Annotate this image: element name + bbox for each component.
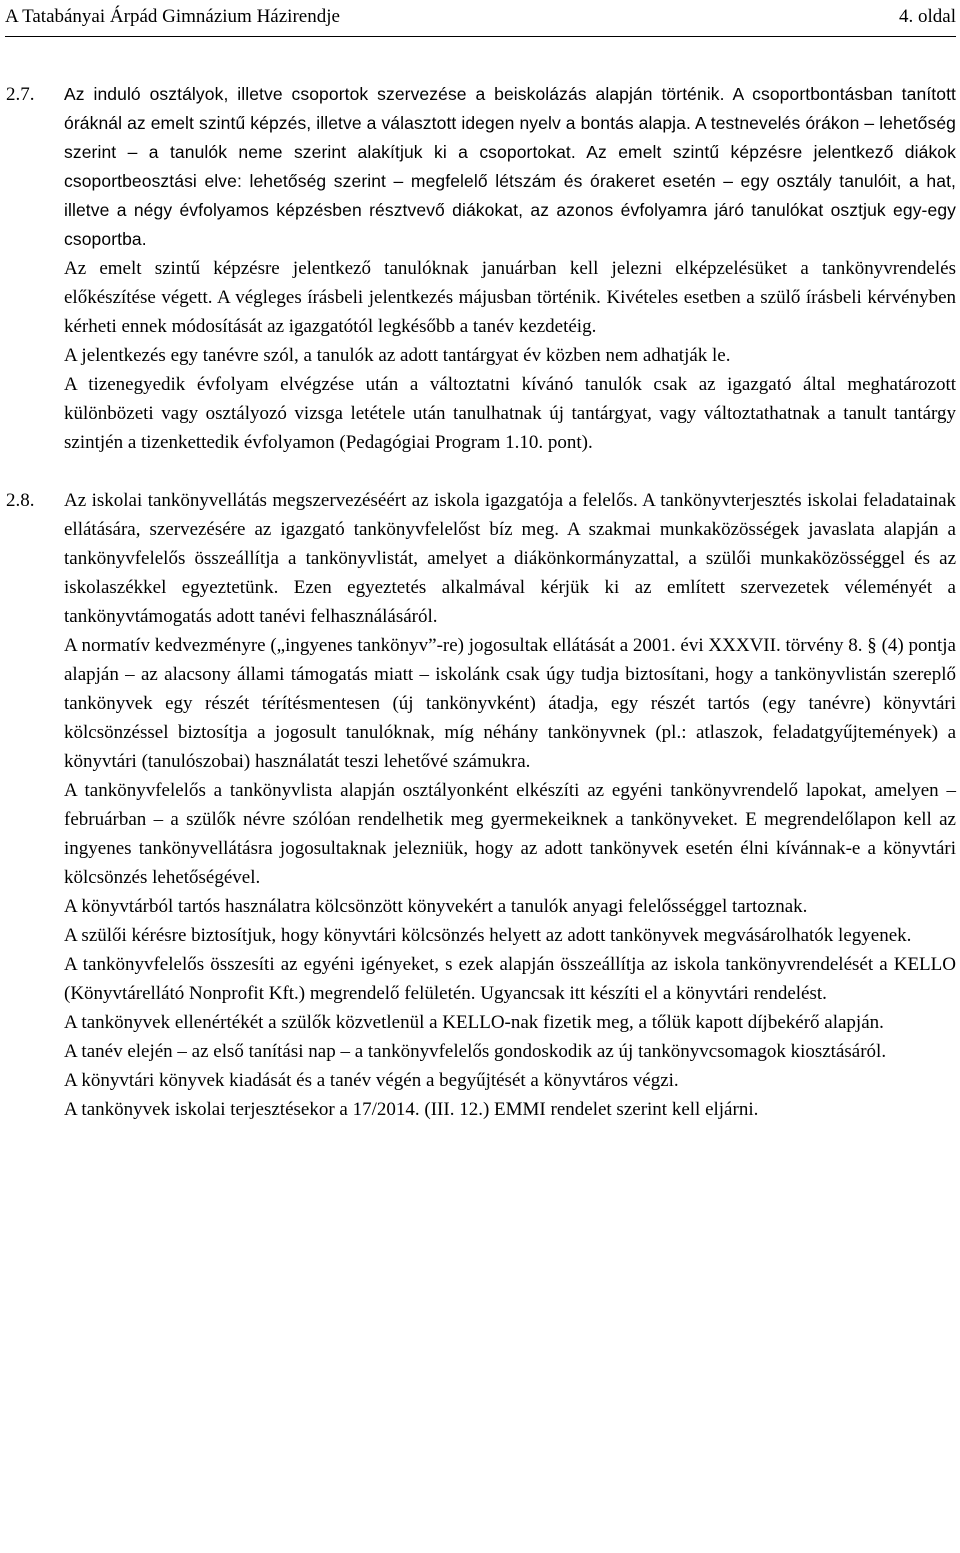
section-2-8 — [6, 486, 956, 1124]
paragraph: A tankönyvfelelős a tankönyvlista alapján osztályonként elkészíti az egyéni tankönyvrendelő lapokat, amelyen – februárban – a szülők névre szólóan rendelhetik meg gyermekeiknek a tankönyveket. E megrendelőlapon kell az ingyenes tankönyvellátásra jogosultaknak jelezniük, hogy az adott tankönyvek esetén élni kívánnak-e a könyvtári kölcsönzés lehetőségével. — [64, 780, 956, 888]
document-title: A Tatabányai Árpád Gimnázium Házirendje — [5, 6, 340, 27]
section-2-7 — [6, 80, 956, 457]
paragraph: A tizenegyedik évfolyam elvégzése után a változtatni kívánó tanulók csak az igazgató által meghatározott különbözeti vagy osztályozó vizsga letétele után tanulhatnak új tantárgyat, vagy változtathatnak a tanult tantárgy szintjén a tizenkettedik évfolyamon (Pedagógiai Program 1.10. pont). — [64, 374, 956, 453]
paragraph: A szülői kérésre biztosítjuk, hogy könyvtári kölcsönzés helyett az adott tankönyvek megvásárolhatók legyenek. — [64, 925, 912, 946]
paragraph: A jelentkezés egy tanévre szól, a tanulók az adott tantárgyat év közben nem adhatják le. — [64, 345, 731, 366]
paragraph: A tankönyvek iskolai terjesztésekor a 17/2014. (III. 12.) EMMI rendelet szerint kell eljárni. — [64, 1099, 759, 1120]
paragraph: Az induló osztályok, illetve csoportok szervezése a beiskolázás alapján történik. A csoportbontásban tanított óráknál az emelt szintű képzés, illetve a választott idegen nyelv a bontás alapja. A testnevelés órákon – lehetőség szerint – a tanulók neme szerint alakítjuk ki a csoportokat. Az emelt szintű képzésre jelentkező diákok csoportbeosztási elve: lehetőség szerint – megfelelő létszám és órakeret esetén – egy osztály tanulóit, a hat, illetve a négy évfolyamos képzésben résztvevő diákokat, az azonos évfolyamra járó tanulókat osztjuk egy-egy csoportba. — [64, 84, 956, 249]
paragraph: A könyvtárból tartós használatra kölcsönzött könyvekért a tanulók anyagi felelősséggel tartoznak. — [64, 896, 808, 917]
document-body — [6, 80, 956, 1124]
section-number: 2.8. — [6, 490, 35, 511]
paragraph: Az iskolai tankönyvellátás megszervezéséért az iskola igazgatója a felelős. A tankönyvterjesztés iskolai feladatainak ellátására, szervezésére az igazgató tankönyvfelelőst bíz meg. A szakmai munkaközösségek javaslata alapján a tankönyvfelelős összeállítja a tankönyvlistát, amelyet a diákönkormányzattal, a szülői munkaközösséggel és az iskolaszékkel egyeztetünk. Ezen egyeztetés alkalmával kérjük ki az említett szervezetek véleményét a tankönyvtámogatás adott tanévi felhasználásáról. — [64, 490, 956, 627]
paragraph: A tankönyvek ellenértékét a szülők közvetlenül a KELLO-nak fizetik meg, a tőlük kapott díjbekérő alapján. — [64, 1012, 884, 1033]
page-number: 4. oldal — [899, 6, 956, 27]
paragraph: A normatív kedvezményre („ingyenes tankönyv”-re) jogosultak ellátását a 2001. évi XXXVII. törvény 8. § (4) pontja alapján – az alacsony állami támogatás miatt – iskolánk csak úgy tudja biztosítani, hogy a tankönyvlistán szereplő tankönyvek egy részét térítésmentesen (új tankönyvként) átadja, egy részét tartós (egy tanévre) könyvtári kölcsönzéssel biztosítja a jogosult tanulóknak, míg néhány tankönyvnek (pl.: atlaszok, feladatgyűjtemények) a könyvtári (tanulószobai) használatát teszi lehetővé számukra. — [64, 635, 956, 772]
page-header — [5, 5, 956, 37]
paragraph: Az emelt szintű képzésre jelentkező tanulóknak januárban kell jelezni elképzelésüket a tankönyvrendelés előkészítése végett. A végleges írásbeli jelentkezés májusban történik. Kivételes esetben a szülő írásbeli kérvényben kérheti ennek módosítását az igazgatótól legkésőbb a tanév kezdetéig. — [64, 258, 956, 337]
paragraph: A tankönyvfelelős összesíti az egyéni igényeket, s ezek alapján összeállítja az iskola tankönyvrendelését a KELLO (Könyvtárellátó Nonprofit Kft.) megrendelő felületén. Ugyancsak itt készíti el a könyvtári rendelést. — [64, 954, 956, 1004]
paragraph: A tanév elején – az első tanítási nap – a tankönyvfelelős gondoskodik az új tankönyvcsomagok kiosztásáról. — [64, 1041, 887, 1062]
section-number: 2.7. — [6, 84, 35, 105]
paragraph: A könyvtári könyvek kiadását és a tanév végén a begyűjtését a könyvtáros végzi. — [64, 1070, 679, 1091]
